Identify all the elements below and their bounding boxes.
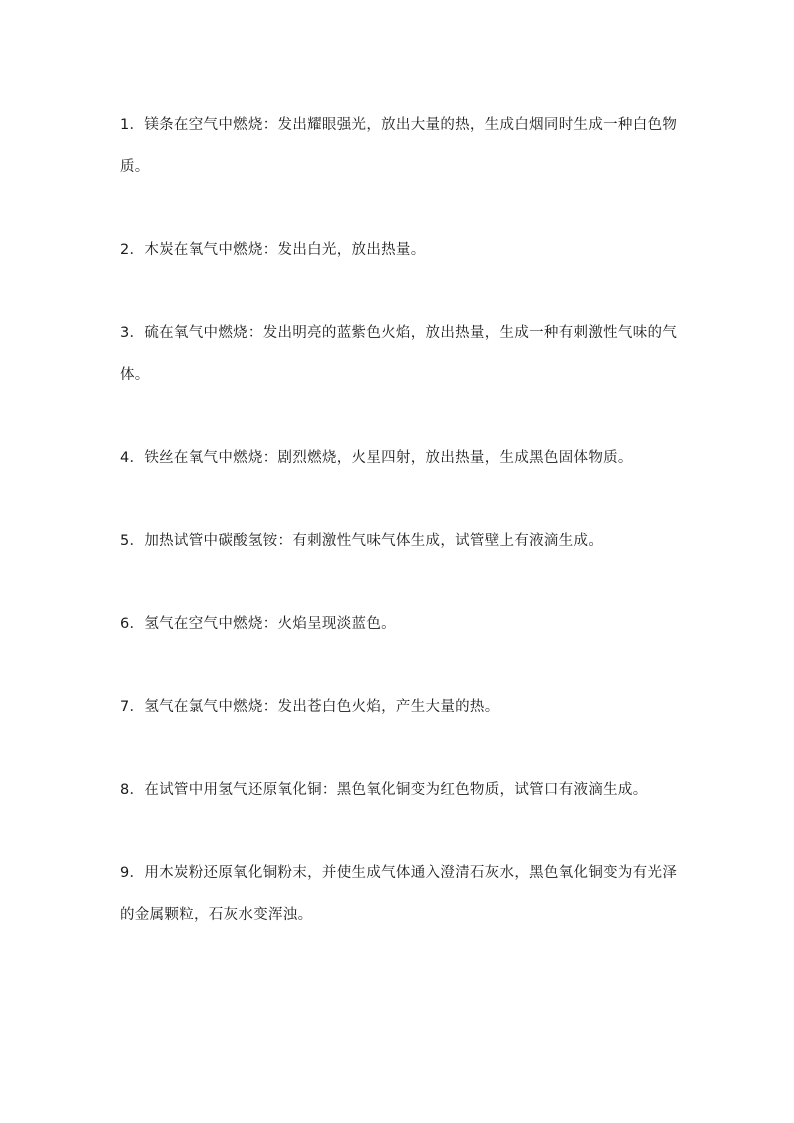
list-item: 6．氢气在空气中燃烧：火焰呈现淡蓝色。 <box>120 616 396 632</box>
list-item: 1．镁条在空气中燃烧：发出耀眼强光，放出大量的热，生成白烟同时生成一种白色物质。 <box>120 117 678 175</box>
list-item: 8．在试管中用氢气还原氧化铜：黑色氧化铜变为红色物质，试管口有液滴生成。 <box>120 782 648 798</box>
list-item: 9．用木炭粉还原氧化铜粉末，并使生成气体通入澄清石灰水，黑色氧化铜变为有光泽的金属颗粒，石灰水变浑浊。 <box>120 865 678 923</box>
list-item: 5．加热试管中碳酸氢铵：有刺激性气味气体生成，试管壁上有液滴生成。 <box>120 533 604 549</box>
list-item: 7．氢气在氯气中燃烧：发出苍白色火焰，产生大量的热。 <box>120 699 500 715</box>
list-item: 2．木炭在氧气中燃烧：发出白光，放出热量。 <box>120 242 426 258</box>
list-item: 3．硫在氧气中燃烧：发出明亮的蓝紫色火焰，放出热量，生成一种有刺激性气味的气体。 <box>120 325 678 383</box>
experiment-list <box>120 104 680 936</box>
list-item: 4．铁丝在氧气中燃烧：剧烈燃烧，火星四射，放出热量，生成黑色固体物质。 <box>120 450 633 466</box>
